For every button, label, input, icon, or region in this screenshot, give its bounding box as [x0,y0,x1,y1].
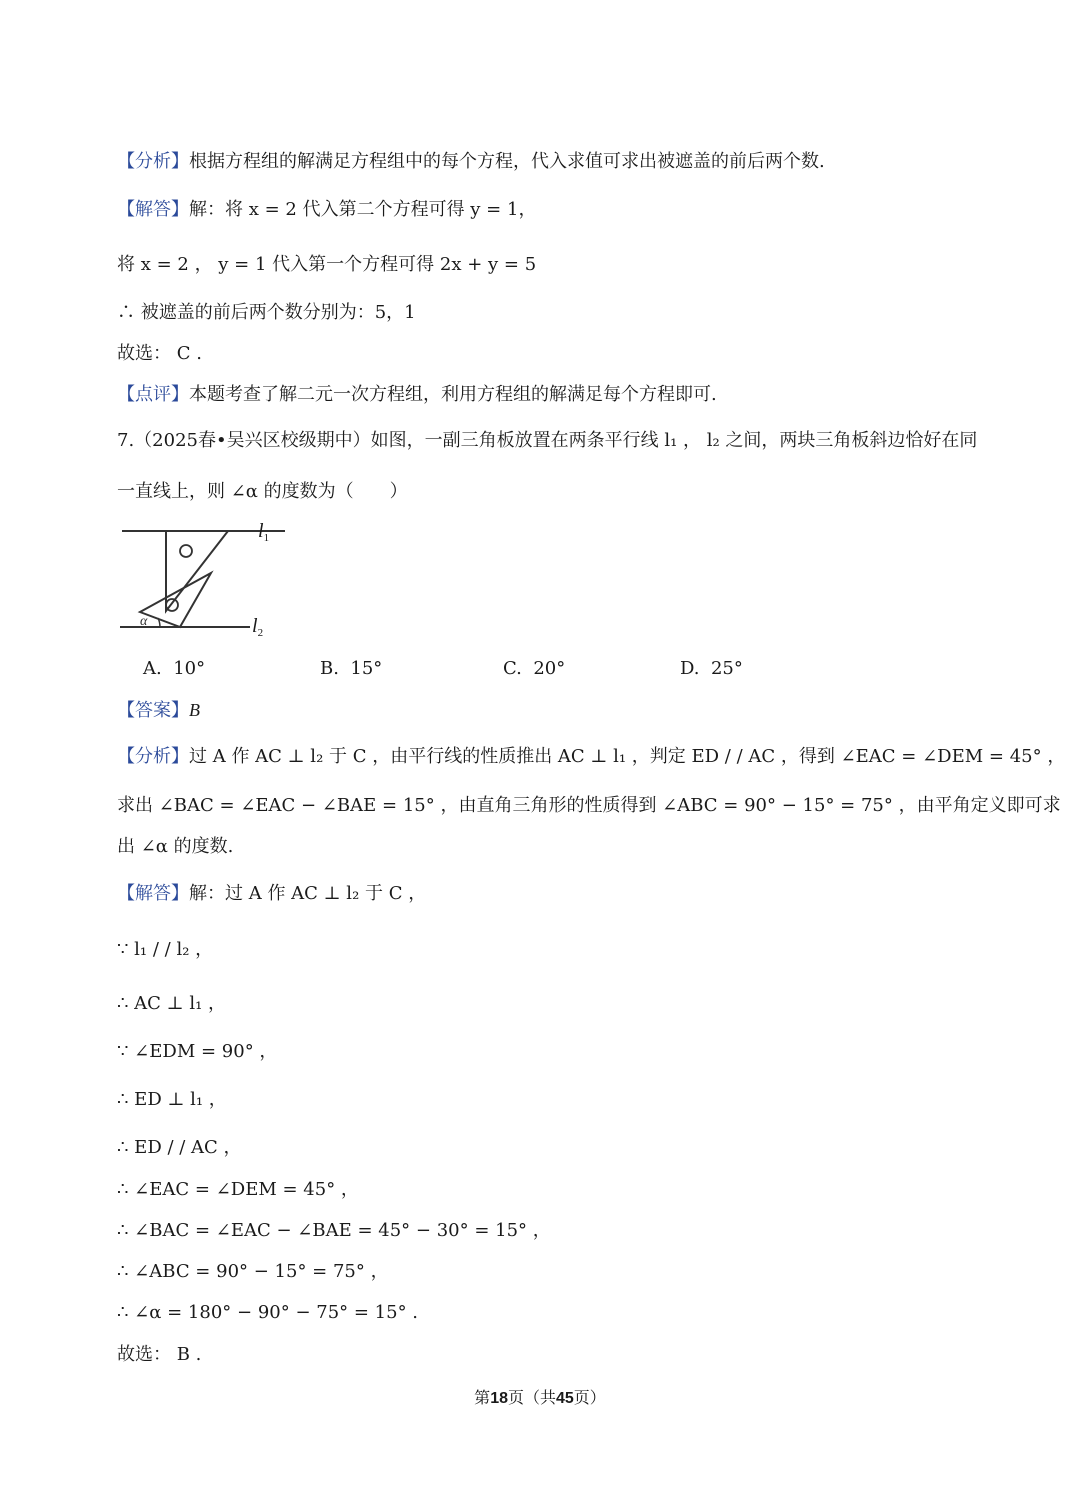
option-b-letter: B. [320,658,339,679]
prev-solution-line-4: 故选： C . [117,343,202,364]
footer-suffix: 页） [573,1388,606,1407]
footer-total: 45 [556,1390,574,1407]
label-l1-letter: l [258,520,264,542]
answer-value: B [189,700,200,720]
prev-analysis-line [117,150,825,174]
prev-solution-line-2: 将 x = 2 ， y = 1 代入第一个方程可得 2x + y = 5 [117,254,537,275]
q7-solution-line-1 [117,882,426,906]
prev-solution-line-3: ∴ 被遮盖的前后两个数分别为：5，1 [117,302,416,323]
option-d-value: 25° [710,658,743,679]
q7-solution-line-8: ∴ ∠BAC = ∠EAC − ∠BAE = 45° − 30° = 15° ， [117,1220,551,1241]
q7-solution-line-3: ∴ AC ⊥ l₁ ， [117,993,227,1014]
option-c-letter: C. [503,658,522,679]
solution-tag: 【解答】 [117,199,189,220]
option-a-letter: A. [143,658,162,679]
q7-solution-line-2: ∵ l₁ / / l₂ ， [117,939,214,960]
q7-solution-line-9: ∴ ∠ABC = 90° − 15° = 75° ， [117,1261,389,1282]
prev-solution-line-1 [117,198,536,222]
solution-tag: 【解答】 [117,883,189,904]
option-c[interactable] [503,657,565,681]
footer-prefix: 第 [474,1388,491,1407]
q7-analysis-line-3: 出 ∠α 的度数. [117,836,234,857]
analysis-text-1: 过 A 作 AC ⊥ l₂ 于 C ，由平行线的性质推出 AC ⊥ l₁ ，判定 ED / / AC ，得到 ∠EAC = ∠DEM = 45° ， [189,746,1066,767]
option-d-letter: D. [680,658,700,679]
prev-review-line [117,383,717,407]
q7-stem-line-1: 7.（2025春•吴兴区校级期中）如图，一副三角板放置在两条平行线 l₁ ， l₂ 之间，两块三角板斜边恰好在同 [117,430,978,451]
q7-stem-line-2: 一直线上，则 ∠α 的度数为（ ） [117,481,408,502]
q7-answer-line [117,698,200,723]
review-text: 本题考查了解二元一次方程组，利用方程组的解满足每个方程即可. [189,384,717,405]
label-l2-letter: l [252,615,258,637]
footer-page: 18 [490,1390,508,1407]
q7-solution-line-10: ∴ ∠α = 180° − 90° − 75° = 15° . [117,1302,419,1323]
lower-hole [166,599,178,611]
line-l2-extension [180,622,250,632]
upper-hole [180,545,192,557]
option-c-value: 20° [533,658,566,679]
answer-tag: 【答案】 [117,700,189,721]
review-tag: 【点评】 [117,384,189,405]
q7-solution-line-6: ∴ ED / / AC ， [117,1137,242,1158]
label-l1 [258,520,269,544]
q7-solution-line-11: 故选： B . [117,1344,202,1365]
q7-solution-line-5: ∴ ED ⊥ l₁ ， [117,1089,227,1110]
label-l1-sub: 1 [263,532,270,544]
option-b[interactable] [320,657,382,681]
footer-mid: 页（共 [507,1388,556,1407]
label-l2 [252,615,263,639]
page-footer [0,1385,1080,1408]
analysis-tag: 【分析】 [117,746,189,767]
alpha-label: α [140,614,148,629]
solution-text-1: 解：过 A 作 AC ⊥ l₂ 于 C ， [189,883,427,904]
option-a[interactable] [143,657,205,681]
option-b-value: 15° [350,658,383,679]
line-l1-extension [230,525,250,535]
label-l2-sub: 2 [257,627,264,639]
option-d[interactable] [680,657,743,681]
solution-text: 解：将 x = 2 代入第二个方程可得 y = 1， [189,199,537,220]
q7-solution-line-7: ∴ ∠EAC = ∠DEM = 45° ， [117,1179,359,1200]
q7-solution-line-4: ∵ ∠EDM = 90° ， [117,1041,278,1062]
analysis-tag: 【分析】 [117,151,189,172]
q7-analysis-line-1 [117,745,1065,769]
q7-analysis-line-2: 求出 ∠BAC = ∠EAC − ∠BAE = 15° ，由直角三角形的性质得到 ∠ABC = 90° − 15° = 75° ，由平角定义即可求 [117,795,1061,816]
analysis-text: 根据方程组的解满足方程组中的每个方程，代入求值可求出被遮盖的前后两个数. [189,151,825,172]
option-a-value: 10° [173,658,206,679]
